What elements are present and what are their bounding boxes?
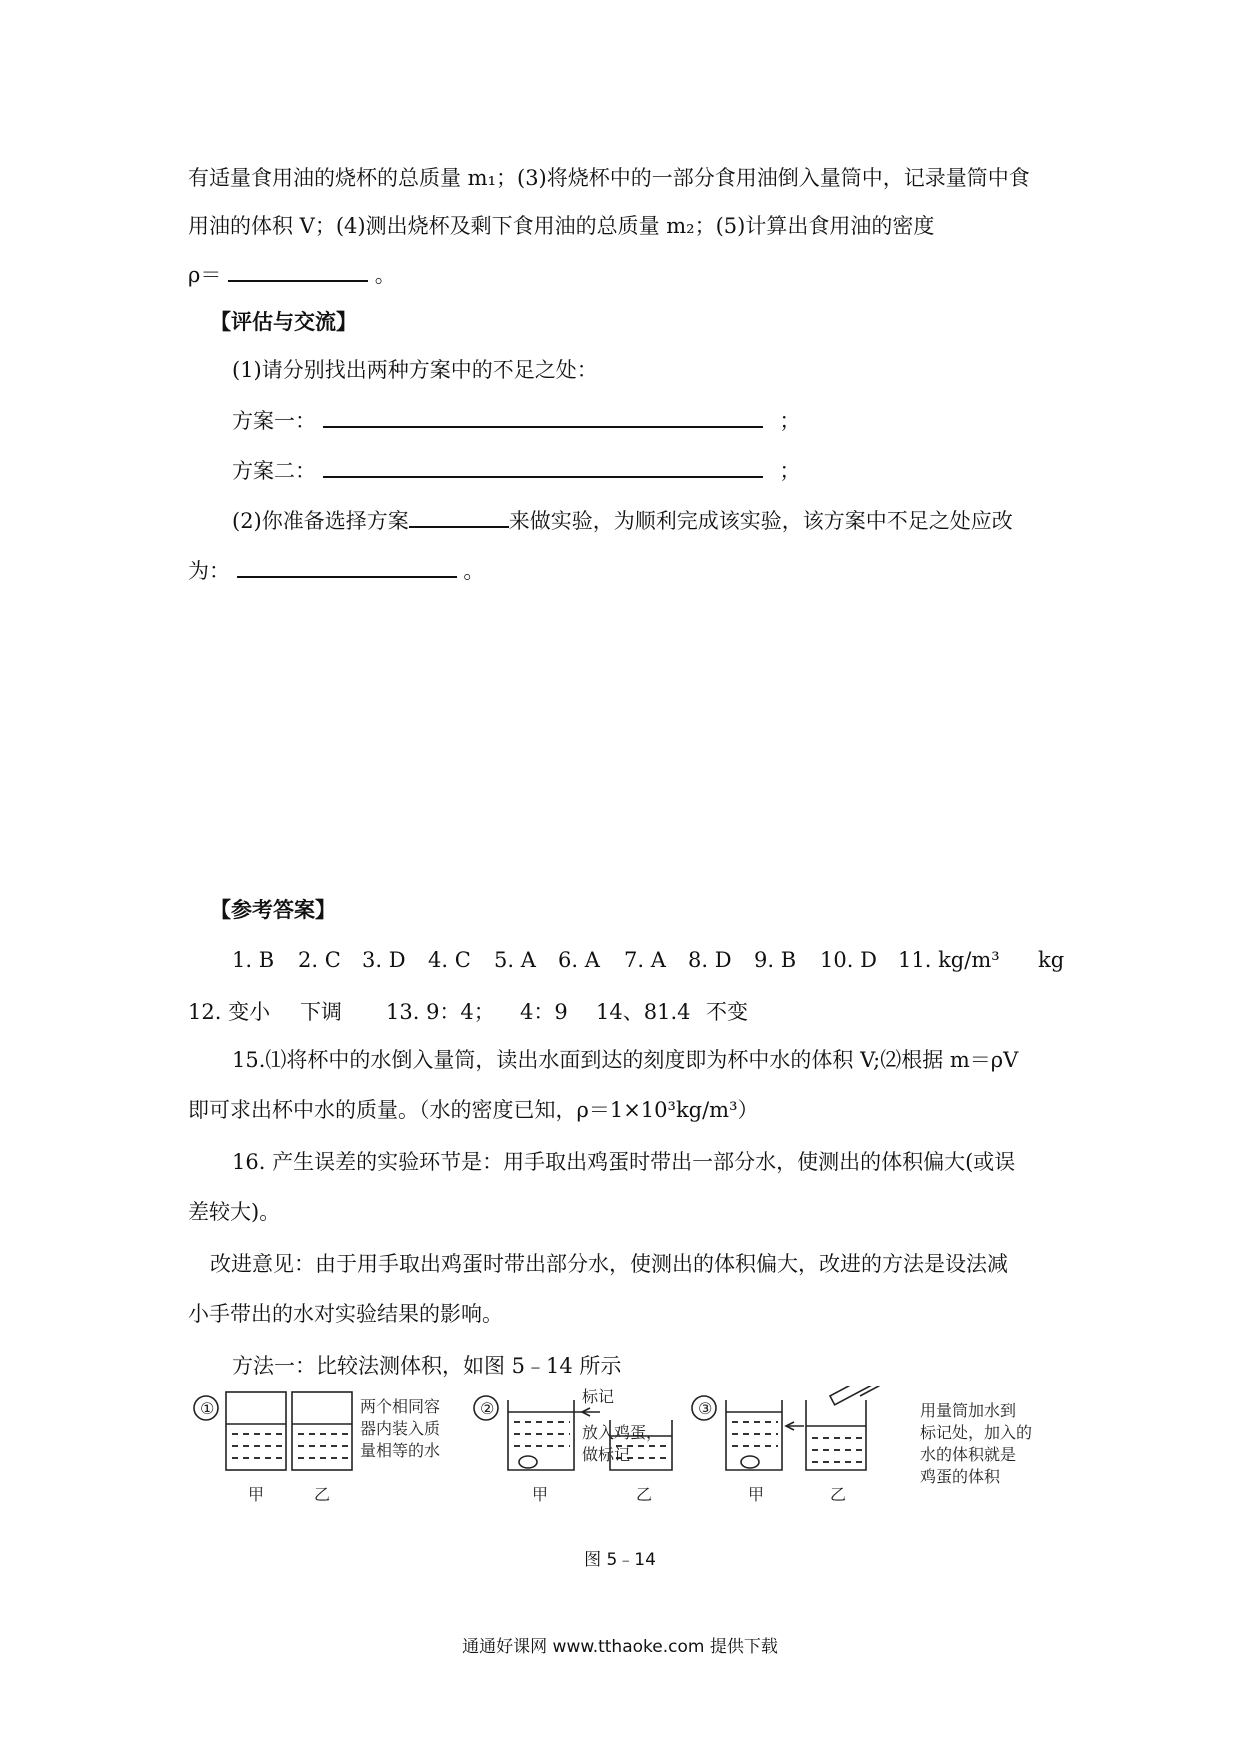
- semicolon: ；: [779, 409, 801, 433]
- improve-blank[interactable]: [237, 554, 457, 578]
- label-yi: 乙: [830, 1485, 847, 1504]
- figure-5-14: [190, 1386, 1050, 1536]
- answer-3: 3. D: [362, 948, 406, 972]
- figure-caption: 图 5﹣14: [584, 1550, 656, 1570]
- answer-4: 4. C: [428, 948, 471, 972]
- answer-9: 9. B: [754, 948, 797, 972]
- answer-15-line2: 即可求出杯中水的质量。（水的密度已知，ρ＝1×10³kg/m³）: [188, 1098, 759, 1122]
- answer-12b: 下调: [300, 1000, 342, 1024]
- period: 。: [374, 263, 396, 287]
- improvement-line1: 改进意见：由于用手取出鸡蛋时带出部分水，使测出的体积偏大，改进的方法是设法减: [210, 1252, 1008, 1276]
- note-1-line1: 两个相同容: [360, 1397, 441, 1416]
- period: 。: [463, 559, 485, 583]
- note-1-line2: 器内装入质: [360, 1419, 441, 1438]
- text-line: 用油的体积 V；(4)测出烧杯及剩下食用油的总质量 m₂；(5)计算出食用油的密度: [188, 214, 935, 238]
- step-1-number: ①: [200, 1399, 215, 1418]
- answer-6: 6. A: [558, 948, 600, 972]
- answer-1: 1. B: [232, 948, 275, 972]
- q2-part-a: (2)你准备选择方案: [232, 509, 409, 533]
- answer-13: 13. 9：4；: [386, 1000, 495, 1024]
- note-3-line3: 水的体积就是: [920, 1445, 1017, 1464]
- q2-part-b: 来做实验，为顺利完成该实验，该方案中不足之处应改: [508, 509, 1013, 533]
- answer-blank[interactable]: [228, 258, 368, 282]
- rho-label: ρ＝: [188, 263, 222, 287]
- answer-2: 2. C: [298, 948, 341, 972]
- label-jia: 甲: [532, 1485, 549, 1504]
- plan-choice-blank[interactable]: [409, 504, 509, 528]
- answer-11-unit: kg: [1038, 948, 1065, 972]
- answers-title: 【参考答案】: [210, 897, 336, 922]
- note-3-line4: 鸡蛋的体积: [920, 1467, 1001, 1486]
- label-jia: 甲: [748, 1485, 765, 1504]
- question-2-line: [232, 504, 1013, 535]
- section-title: 【评估与交流】: [210, 309, 357, 334]
- plan1-label: 方案一：: [232, 409, 316, 433]
- answer-12: 12. 变小: [188, 1000, 271, 1024]
- egg-icon: [519, 1456, 537, 1468]
- plan1-blank[interactable]: [323, 404, 763, 428]
- density-answer-line: [188, 258, 396, 289]
- step-3-number: ③: [698, 1399, 713, 1418]
- beaker-yi-3: [806, 1400, 866, 1470]
- answer-7: 7. A: [624, 948, 666, 972]
- footer: 通通好课网 www.tthaoke.com 提供下载: [462, 1637, 778, 1657]
- note-3-line2: 标记处，加入的: [920, 1423, 1033, 1442]
- label-yi: 乙: [636, 1485, 653, 1504]
- method-1: 方法一：比较法测体积，如图 5﹣14 所示: [232, 1354, 622, 1378]
- note-2-line2: 做标记: [582, 1445, 631, 1464]
- answer-10: 10. D: [820, 948, 877, 972]
- plan2-label: 方案二：: [232, 459, 316, 483]
- q2-part-c: 为：: [188, 559, 230, 583]
- text-line: 有适量食用油的烧杯的总质量 m₁；(3)将烧杯中的一部分食用油倒入量筒中，记录量筒中食: [188, 166, 1030, 190]
- note-1-line3: 量相等的水: [360, 1441, 441, 1460]
- label-jia: 甲: [248, 1485, 265, 1504]
- step-2-number: ②: [480, 1399, 495, 1418]
- answer-16-line2: 差较大)。: [188, 1200, 281, 1224]
- mark-label: 标记: [582, 1387, 615, 1406]
- answer-11: 11. kg/m³: [898, 948, 1000, 972]
- answer-13b: 4：9: [520, 1000, 568, 1024]
- plan2-line: [232, 454, 800, 485]
- answer-5: 5. A: [494, 948, 536, 972]
- question-1: (1)请分别找出两种方案中的不足之处：: [232, 358, 598, 382]
- answer-14: 14、81.4: [596, 1000, 691, 1024]
- note-2-line1: 放入鸡蛋，: [582, 1423, 663, 1442]
- answer-8: 8. D: [688, 948, 732, 972]
- answer-16-line1: 16. 产生误差的实验环节是：用手取出鸡蛋时带出一部分水，使测出的体积偏大(或误: [232, 1150, 1016, 1174]
- label-yi: 乙: [314, 1485, 331, 1504]
- semicolon: ；: [779, 459, 801, 483]
- plan2-blank[interactable]: [323, 454, 763, 478]
- plan1-line: [232, 404, 800, 435]
- note-3-line1: 用量筒加水到: [920, 1401, 1017, 1420]
- answer-14b: 不变: [706, 1000, 748, 1024]
- question-2-cont: [188, 554, 484, 585]
- egg-icon: [741, 1456, 759, 1468]
- improvement-line2: 小手带出的水对实验结果的影响。: [188, 1302, 503, 1326]
- answer-15-line1: 15.⑴将杯中的水倒入量筒，读出水面到达的刻度即为杯中水的体积 V;⑵根据 m＝ρV: [232, 1048, 1019, 1072]
